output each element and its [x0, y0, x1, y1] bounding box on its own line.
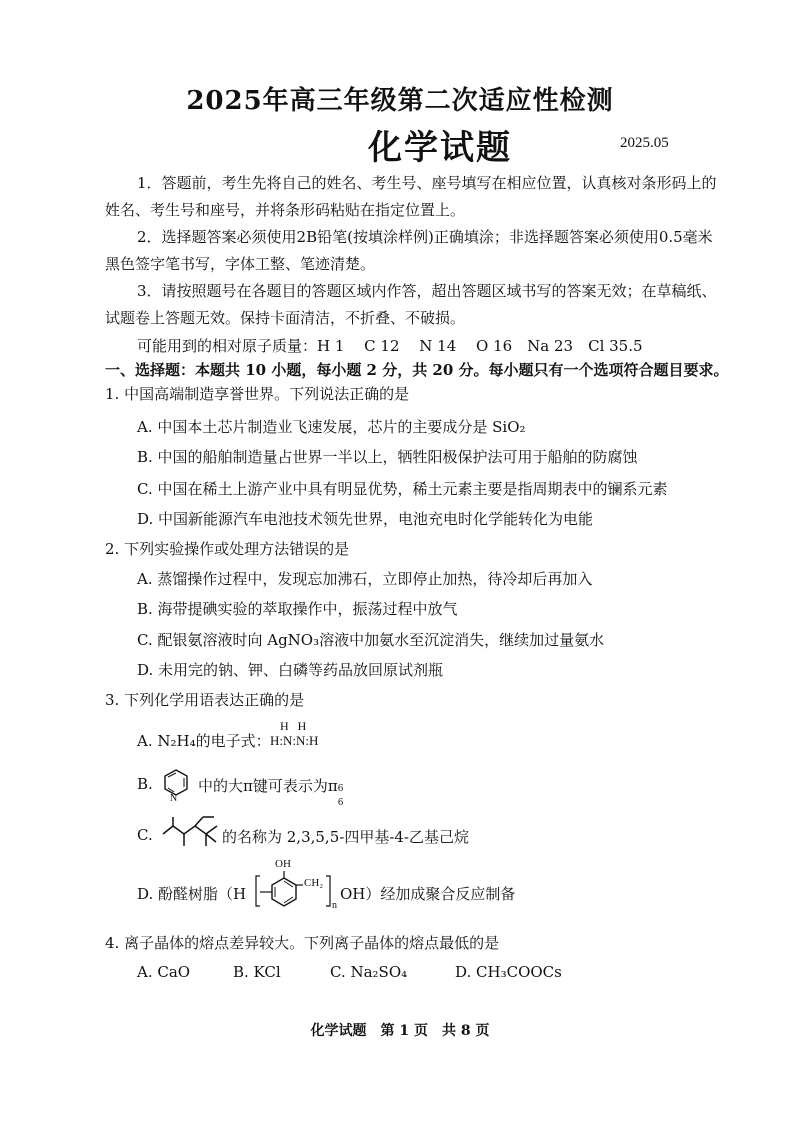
q4-stem: 4. 离子晶体的熔点差异较大。下列离子晶体的熔点最低的是	[105, 934, 500, 952]
q3-a-electron-formula: H:N:N:H	[270, 733, 319, 748]
q1-stem: 1. 中国高端制造享誉世界。下列说法正确的是	[105, 385, 410, 403]
q1-option-a: A. 中国本土芯片制造业飞速发展，芯片的主要成分是 SiO₂	[137, 418, 526, 436]
q4-option-d: D. CH₃COOCs	[455, 963, 562, 981]
q1-option-b: B. 中国的船舶制造量占世界一半以上，牺牲阳极保护法可用于船舶的防腐蚀	[137, 448, 638, 466]
q2-option-b: B. 海带提碘实验的萃取操作中，振荡过程中放气	[137, 600, 458, 618]
q2-stem: 2. 下列实验操作或处理方法错误的是	[105, 540, 350, 558]
q3-d-repeat-n: n	[332, 900, 337, 911]
q4-option-c: C. Na₂SO₄	[330, 963, 408, 981]
instruction-1-line2: 姓名、考生号和座号，并将条形码粘贴在指定位置上。	[105, 201, 466, 219]
page-footer: 化学试题 第 1 页 共 8 页	[310, 1023, 490, 1039]
pyridine-n-atom: N	[170, 793, 178, 804]
q3-d-oh-group: OH	[275, 858, 291, 870]
q4-option-a: A. CaO	[137, 963, 191, 981]
q3-b-superscript: 6	[337, 784, 344, 794]
q2-option-c: C. 配银氨溶液时向 AgNO₃溶液中加氨水至沉淀消失，继续加过量氨水	[137, 631, 605, 649]
q3-d-ch2-group: CH₂	[304, 877, 324, 889]
q1-option-d: D. 中国新能源汽车电池技术领先世界，电池充电时化学能转化为电能	[137, 510, 594, 528]
q3-option-a-label: A. N₂H₄的电子式：	[137, 732, 271, 750]
q3-option-d-tail: OH）经加成聚合反应制备	[340, 885, 516, 903]
q3-option-d-label: D. 酚醛树脂（H	[137, 885, 247, 903]
q1-option-c: C. 中国在稀土上游产业中具有明显优势，稀土元素主要是指周期表中的镧系元素	[137, 480, 668, 498]
q3-b-text: 中的大π键可表示为π	[198, 777, 338, 795]
q3-b-subscript: 6	[337, 798, 344, 808]
exam-date: 2025.05	[620, 135, 669, 151]
atomic-masses: 可能用到的相对原子质量：H 1 C 12 N 14 O 16 Na 23 Cl 35.5	[137, 337, 643, 355]
instruction-1-line1: 1．答题前，考生先将自己的姓名、考生号、座号填写在相应位置，认真核对条形码上的	[137, 174, 717, 192]
q3-stem: 3. 下列化学用语表达正确的是	[105, 691, 305, 709]
q3-a-hydrogens-top: H H	[280, 719, 310, 733]
q2-option-a: A. 蒸馏操作过程中，发现忘加沸石，立即停止加热，待冷却后再加入	[137, 570, 593, 588]
instruction-2-line2: 黑色签字笔书写，字体工整、笔迹清楚。	[105, 255, 376, 273]
q3-option-b-label: B.	[137, 775, 153, 793]
instruction-2-line1: 2．选择题答案必须使用2B铅笔(按填涂样例)正确填涂；非选择题答案必须使用0.5毫米	[137, 228, 713, 246]
q3-option-b-text	[198, 775, 346, 808]
q4-option-b: B. KCl	[233, 963, 281, 981]
instruction-3-line1: 3．请按照题号在各题目的答题区域内作答，超出答题区域书写的答案无效；在草稿纸、	[137, 282, 717, 300]
q2-option-d: D. 未用完的钠、钾、白磷等药品放回原试剂瓶	[137, 661, 444, 679]
q3-option-c-text: 的名称为 2,3,5,5-四甲基-4-乙基己烷	[222, 828, 469, 846]
subject-title: 化学试题	[368, 128, 512, 168]
alkane-skeletal-structure	[160, 814, 220, 856]
instruction-3-line2: 试题卷上答题无效。保持卡面清洁，不折叠、不破损。	[105, 309, 466, 327]
exam-title: 2025年高三年级第二次适应性检测	[186, 86, 614, 116]
section-1-heading: 一、选择题：本题共 10 小题，每小题 2 分，共 20 分。每小题只有一个选项符合题目要求。	[105, 361, 729, 379]
q3-option-c-label: C.	[137, 826, 153, 844]
